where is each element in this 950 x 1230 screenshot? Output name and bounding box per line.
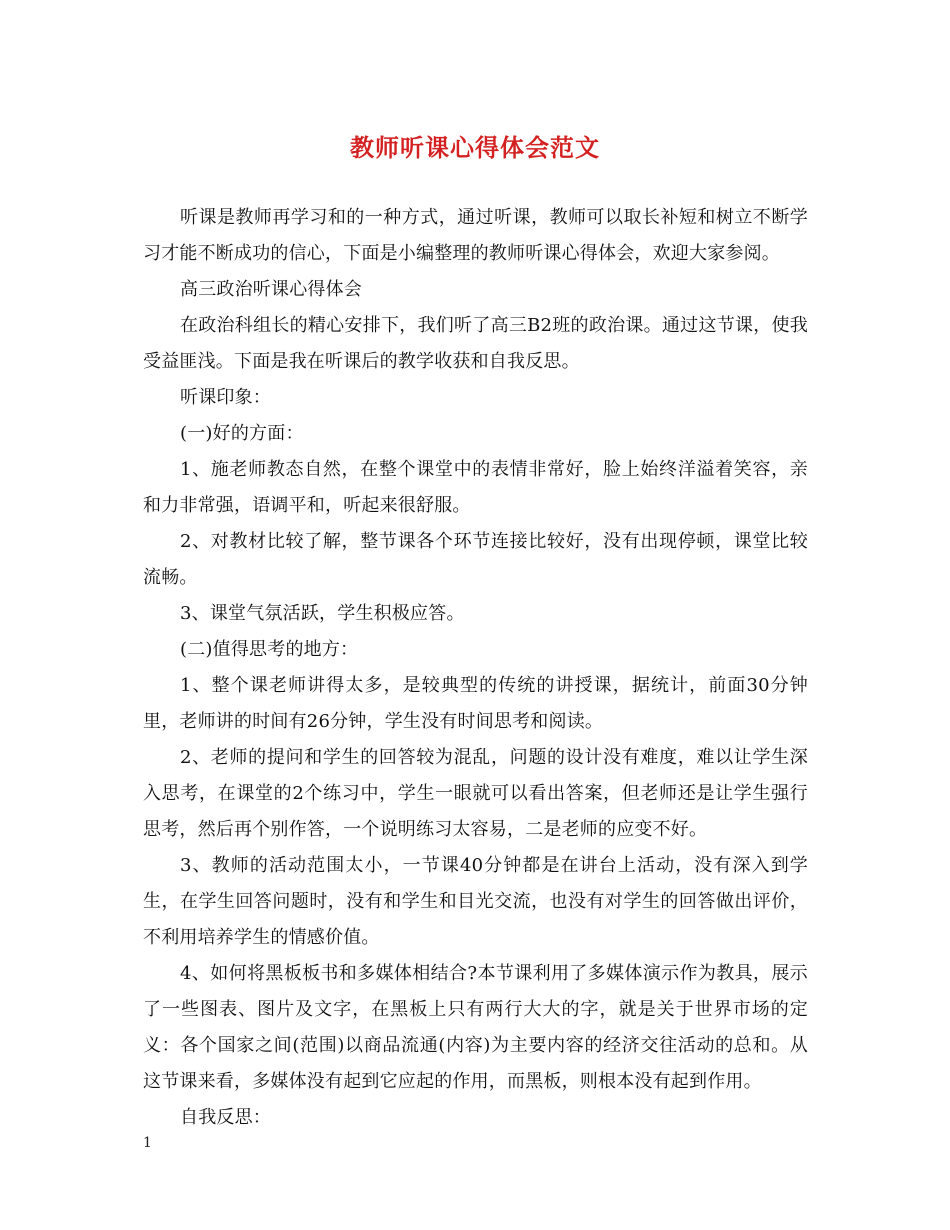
intro-paragraph: 听课是教师再学习和的一种方式，通过听课，教师可以取长补短和树立不断学习才能不断成功的信心，下面是小编整理的教师听课心得体会，欢迎大家参阅。: [143, 207, 808, 264]
section-heading: 高三政治听课心得体会: [180, 279, 362, 300]
list-item: 3、课堂气氛活跃，学生积极应答。: [180, 603, 465, 624]
subheading-points-to-consider: (二)值得思考的地方：: [180, 639, 359, 660]
page-number: 1: [143, 1135, 152, 1151]
document-title: 教师听课心得体会范文: [350, 133, 600, 162]
subheading-self-reflection: 自我反思：: [180, 1107, 271, 1128]
list-item: 1、施老师教态自然，在整个课堂中的表情非常好，脸上始终洋溢着笑容，亲和力非常强，语调平和，听起来很舒服。: [143, 459, 808, 516]
list-item: 2、老师的提问和学生的回答较为混乱，问题的设计没有难度，难以让学生深入思考，在课堂的2个练习中，学生一眼就可以看出答案，但老师还是让学生强行思考，然后再个别作答，一个说明练习太容易，二是老师的应变不好。: [143, 747, 808, 840]
list-item: 1、整个课老师讲得太多，是较典型的传统的讲授课，据统计，前面30分钟里，老师讲的时间有26分钟，学生没有时间思考和阅读。: [143, 675, 808, 732]
list-item: 3、教师的活动范围太小，一节课40分钟都是在讲台上活动，没有深入到学生，在学生回答问题时，没有和学生和目光交流，也没有对学生的回答做出评价，不利用培养学生的情感价值。: [143, 855, 808, 948]
subheading-good-aspects: (一)好的方面：: [180, 423, 304, 444]
list-item: 2、对教材比较了解，整节课各个环节连接比较好，没有出现停顿，课堂比较流畅。: [143, 531, 808, 588]
subheading-impression: 听课印象：: [180, 387, 271, 408]
list-item: 4、如何将黑板板书和多媒体相结合?本节课利用了多媒体演示作为教具，展示了一些图表、图片及文字，在黑板上只有两行大大的字，就是关于世界市场的定义：各个国家之间(范围)以商品流通(内容)为主要内容的经济交往活动的总和。从这节课来看，多媒体没有起到它应起的作用，而黑板，则根本没有起到作用。: [143, 963, 808, 1092]
paragraph: 在政治科组长的精心安排下，我们听了高三B2班的政治课。通过这节课，使我受益匪浅。下面是我在听课后的教学收获和自我反思。: [143, 315, 808, 372]
document-body: [143, 200, 808, 1136]
